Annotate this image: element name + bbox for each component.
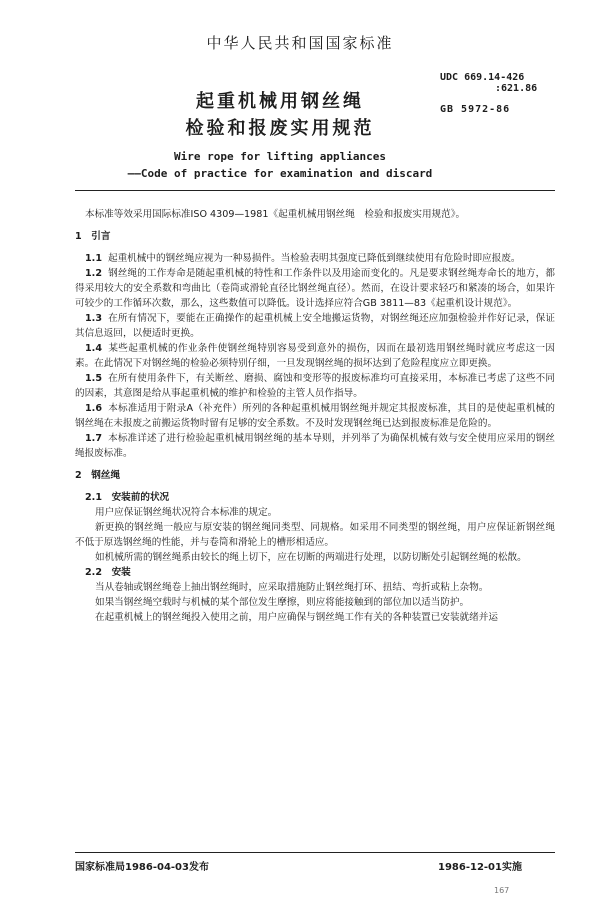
- issue-date: 国家标准局1986-04-03发布: [75, 862, 209, 873]
- top-divider: [75, 190, 555, 191]
- en-title-line1: Wire rope for lifting appliances: [174, 150, 386, 163]
- subsection-2-1-heading: 2.1 安装前的状况: [85, 492, 170, 503]
- clause-text: 本标准适用于附录A（补充件）所列的各种起重机械用钢丝绳并规定其报废标准，其目的是使起重机械的钢丝绳在未报废之前搬运货物时留有足够的安全系数。不及时发现钢丝绳已达到报废标准是危险的。: [75, 403, 555, 429]
- document-body: [75, 207, 555, 625]
- paragraph-2-1-c: 如机械所需的钢丝绳系由较长的绳上切下，应在切断的两端进行处理，以防切断处引起钢丝绳的松散。: [95, 552, 527, 563]
- clause-text: 在所有情况下，要能在正确操作的起重机械上安全地搬运货物，对钢丝绳还应加强检验并作好记录，保证其信息返回，以便适时更换。: [75, 313, 555, 339]
- paragraph-1-6: [75, 401, 555, 431]
- intro-paragraph: 本标准等效采用国际标准ISO 4309—1981《起重机械用钢丝绳 检验和报废实用规范》。: [85, 209, 466, 220]
- section-2-heading: 2 钢丝绳: [75, 470, 121, 481]
- clause-text: 钢丝绳的工作寿命是随起重机械的特性和工作条件以及用途而变化的。凡是要求钢丝绳寿命长的地方，都得采用较大的安全系数和弯曲比（卷筒或滑轮直径比钢丝绳直径）。然而，在设计要求轻巧和紧凑的场合，如果许可较少的工作循环次数，那么，这些数值可以降低。设计选择应符合GB 3811—83《起重机设计规范》。: [75, 268, 555, 309]
- subsection-2-2-heading: 2.2 安装: [85, 567, 131, 578]
- paragraph-1-3: [75, 311, 555, 341]
- clause-text: 某些起重机械的作业条件使钢丝绳特别容易受到意外的损伤，因而在最初选用钢丝绳时就应考虑这一因素。在此情况下对钢丝绳的检验必须特别仔细，一旦发现钢丝绳的损坏达到了危险程度应立即更换。: [75, 343, 555, 369]
- clause-number: 1.5: [85, 373, 102, 384]
- paragraph-1-1: [75, 251, 555, 266]
- clause-number: 1.1: [85, 253, 102, 264]
- udc-sub: :621.86: [495, 83, 538, 94]
- paragraph-1-2: [75, 266, 555, 311]
- en-title-line2: ——Code of practice for examination and discard: [127, 167, 433, 180]
- clause-number: 1.4: [85, 343, 102, 354]
- clause-number: 1.3: [85, 313, 102, 324]
- paragraph-1-4: [75, 341, 555, 371]
- section-1-heading: 1 引言: [75, 231, 111, 242]
- page-number: 167: [494, 886, 510, 895]
- clause-number: 1.6: [85, 403, 102, 414]
- paragraph-1-7: [75, 431, 555, 461]
- paragraph-1-5: [75, 371, 555, 401]
- paragraph-2-2-a: 当从卷轴或钢丝绳卷上抽出钢丝绳时，应采取措施防止钢丝绳打环、扭结、弯折或粘上杂物。: [95, 582, 489, 593]
- udc-main: UDC 669.14-426: [440, 72, 525, 83]
- clause-text: 在所有使用条件下，有关断丝、磨损、腐蚀和变形等的报废标准均可直接采用，本标准已考虑了这些不同的因素，其意图是给从事起重机械的维护和检验的主管人员作指导。: [75, 373, 555, 399]
- cn-title-line2: 检验和报废实用规范: [185, 118, 375, 139]
- clause-text: 本标准详述了进行检验起重机械用钢丝绳的基本导则，并列举了为确保机械有效与安全使用应采用的钢丝绳报废标准。: [75, 433, 555, 459]
- paragraph-2-1-a: 用户应保证钢丝绳状况符合本标准的规定。: [95, 507, 278, 518]
- bottom-divider: [75, 852, 555, 853]
- clause-text: 起重机械中的钢丝绳应视为一种易损件。当检验表明其强度已降低到继续使用有危险时即应报废。: [108, 253, 521, 264]
- paragraph-2-2-b: 如果当钢丝绳空载时与机械的某个部位发生摩擦，则应将能接触到的部位加以适当防护。: [95, 597, 470, 608]
- gb-number: GB 5972-86: [440, 104, 511, 115]
- paragraph-2-2-c: 在起重机械上的钢丝绳投入使用之前，用户应确保与钢丝绳工作有关的各种装置已安装就绪并运: [95, 612, 498, 623]
- cn-title-line1: 起重机械用钢丝绳: [196, 91, 364, 112]
- paragraph-2-1-b: 新更换的钢丝绳一般应与原安装的钢丝绳同类型、同规格。如采用不同类型的钢丝绳，用户应保证新钢丝绳不低于原选钢丝绳的性能，并与卷筒和滑轮上的槽形相适应。: [75, 522, 555, 548]
- clause-number: 1.7: [85, 433, 102, 444]
- standard-type-title: 中华人民共和国国家标准: [206, 34, 394, 52]
- effective-date: 1986-12-01实施: [438, 862, 522, 873]
- clause-number: 1.2: [85, 268, 102, 279]
